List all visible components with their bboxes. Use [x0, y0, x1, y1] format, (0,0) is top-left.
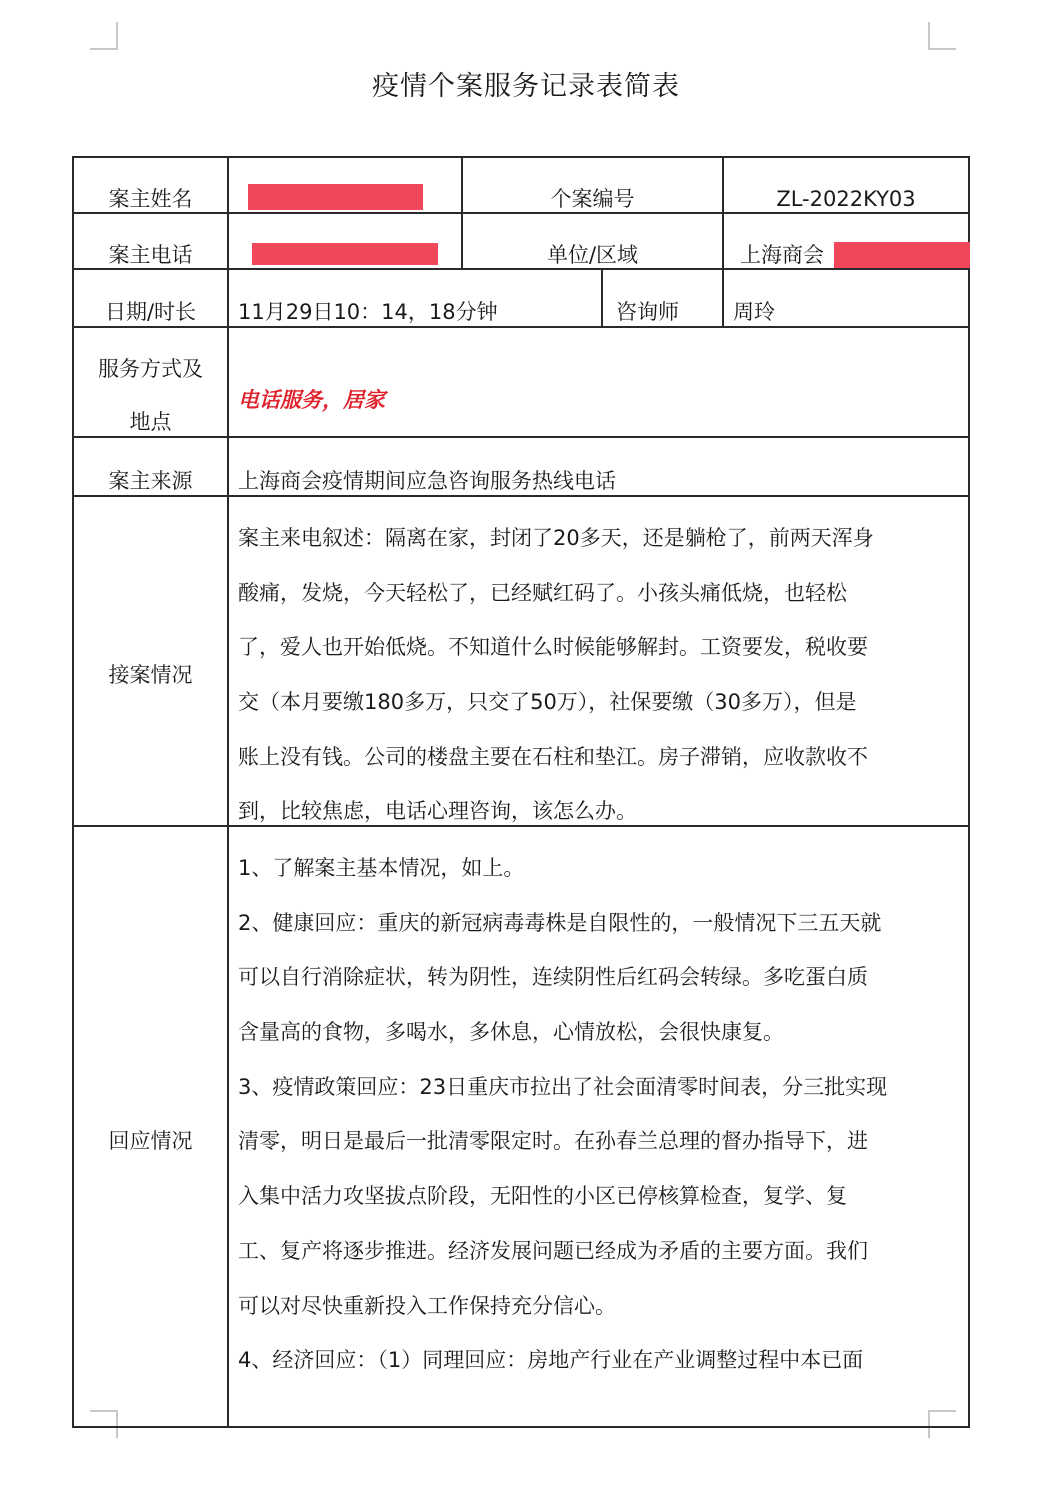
intake-line: 账上没有钱。公司的楼盘主要在石柱和垫江。房子滞销，应收款收不: [238, 744, 868, 769]
intake-label: 接案情况: [108, 663, 193, 687]
intake-line: 到，比较焦虑，电话心理咨询，该怎么办。: [238, 799, 637, 824]
service-method-value: 电话服务，居家: [238, 388, 385, 412]
intake-line: 了，爱人也开始低烧。不知道什么时候能够解封。工资要发，税收要: [238, 635, 868, 660]
intake-line: 酸痛，发烧，今天轻松了，已经赋红码了。小孩头痛低烧，也轻松: [238, 580, 847, 605]
counselor-label: 咨询师: [616, 300, 679, 324]
unit-region-value: 上海商会: [740, 243, 824, 267]
response-line: 清零，明日是最后一批清零限定时。在孙春兰总理的督办指导下，进: [238, 1129, 868, 1154]
date-duration-value: 11月29日10：14，18分钟: [238, 300, 498, 324]
service-method-label-line2: 地点: [129, 410, 172, 434]
crop-mark-top-left: [90, 22, 118, 50]
response-line: 4、经济回应：（1）同理回应：房地产行业在产业调整过程中本已面: [238, 1348, 864, 1373]
col-divider: [227, 156, 229, 1428]
case-number-value: ZL-2022KY03: [776, 187, 916, 211]
counselor-value: 周玲: [733, 300, 775, 324]
row-divider: [72, 268, 970, 270]
client-source-value: 上海商会疫情期间应急咨询服务热线电话: [238, 469, 616, 493]
redacted-client-name: [248, 184, 423, 210]
row-divider: [72, 495, 970, 497]
crop-mark-top-right: [928, 22, 956, 50]
response-line: 可以对尽快重新投入工作保持充分信心。: [238, 1293, 616, 1318]
response-narrative: [238, 856, 958, 1403]
client-source-label: 案主来源: [108, 469, 193, 493]
client-name-label: 案主姓名: [108, 187, 193, 211]
response-line: 含量高的食物，多喝水，多休息，心情放松，会很快康复。: [238, 1020, 784, 1045]
date-duration-label: 日期/时长: [104, 300, 197, 324]
redacted-client-phone: [252, 243, 438, 265]
row-divider: [72, 436, 970, 438]
redacted-unit-region: [834, 242, 970, 268]
row-divider: [72, 326, 970, 328]
response-line: 1、了解案主基本情况，如上。: [238, 856, 525, 880]
response-line: 2、健康回应：重庆的新冠病毒毒株是自限性的，一般情况下三五天就: [238, 910, 882, 935]
response-line: 入集中活力攻坚拔点阶段，无阳性的小区已停核算检查，复学、复: [238, 1184, 847, 1209]
response-line: 可以自行消除症状，转为阴性，连续阴性后红码会转绿。多吃蛋白质: [238, 965, 868, 990]
intake-line: 交（本月要缴180多万，只交了50万），社保要缴（30多万），但是: [238, 690, 857, 715]
row-divider: [72, 212, 970, 214]
document-title: 疫情个案服务记录表简表: [372, 71, 680, 102]
case-number-label: 个案编号: [550, 187, 635, 211]
col-divider: [722, 156, 724, 326]
client-phone-label: 案主电话: [108, 243, 193, 267]
intake-line: 案主来电叙述：隔离在家，封闭了20多天，还是躺枪了，前两天浑身: [238, 526, 874, 550]
response-line: 3、疫情政策回应：23日重庆市拉出了社会面清零时间表，分三批实现: [238, 1074, 888, 1099]
intake-narrative: [238, 526, 958, 854]
service-method-label-line1: 服务方式及: [98, 357, 203, 381]
response-line: 工、复产将逐步推进。经济发展问题已经成为矛盾的主要方面。我们: [238, 1238, 868, 1263]
response-label: 回应情况: [108, 1129, 193, 1153]
unit-region-label: 单位/区域: [546, 243, 639, 267]
